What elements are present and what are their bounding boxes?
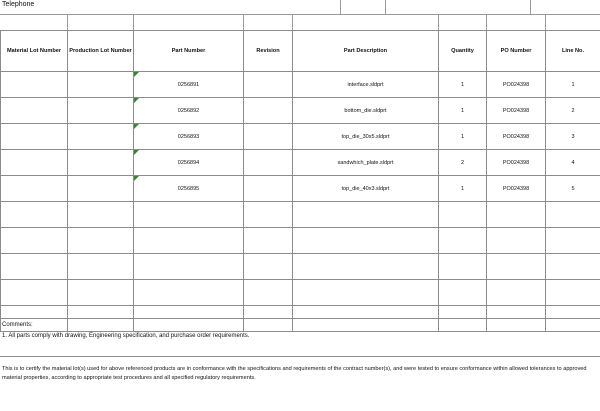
table-row [1,150,600,176]
certification-text: This is to certify the material lot(s) used for above referenced products are in conformance with the specifications and requirements of the contract number(s), and were tested to ensure conformance within allowed tolerances to approved material properties, according to appropriate test procedures and all specified regulatory requirements. [2,365,596,382]
table-cell-empty [293,202,439,228]
table-cell-empty [1,280,68,306]
table-cell-empty [68,280,134,306]
table-cell-line-no: 3 [546,124,600,150]
table-cell-po-number: PO024398 [487,124,546,150]
table-cell-description: top_die_40x3.sldprt [293,176,439,202]
table-cell-part-number: 0256892 [134,98,244,124]
table-row-empty [1,202,600,228]
table-cell-line-no: 1 [546,72,600,98]
table-cell-empty [244,280,293,306]
table-cell-quantity: 1 [439,98,487,124]
table-cell-line-no: 4 [546,150,600,176]
spacer-row [0,15,600,30]
table-cell-empty [293,280,439,306]
table-cell-empty [487,228,546,254]
table-cell-empty [439,280,487,306]
column-header-po-number: PO Number [487,31,546,72]
table-cell-production-lot [68,124,134,150]
table-cell-production-lot [68,150,134,176]
column-header-production-lot: Production Lot Number [68,31,134,72]
table-row [1,124,600,150]
table-row [1,176,600,202]
table-row [1,72,600,98]
table-cell-po-number: PO024398 [487,72,546,98]
table-cell-empty [134,228,244,254]
table-cell-description: bottom_die.sldprt [293,98,439,124]
table-cell-empty [546,202,600,228]
table-cell-empty [439,202,487,228]
header-divider [385,0,386,14]
column-header-material-lot: Material Lot Number [1,31,68,72]
table-cell-empty [1,254,68,280]
table-cell-description: interface.sldprt [293,72,439,98]
table-row [1,98,600,124]
table-cell-po-number: PO024398 [487,176,546,202]
table-cell-quantity: 1 [439,72,487,98]
table-cell-empty [134,280,244,306]
table-cell-description: top_die_30x5.sldprt [293,124,439,150]
telephone-label: Telephone [2,0,34,9]
table-cell-empty [68,254,134,280]
cell-comment-marker-icon [134,176,139,181]
column-header-line-no: Line No. [546,31,600,72]
table-cell-description: sandwhich_plate.sldprt [293,150,439,176]
table-cell-material-lot [1,176,68,202]
table-cell-empty [546,280,600,306]
table-row-empty [1,254,600,280]
table-cell-material-lot [1,150,68,176]
table-cell-empty [439,228,487,254]
parts-table [0,30,600,332]
table-cell-po-number: PO024398 [487,98,546,124]
table-cell-empty [439,254,487,280]
comments-heading: Comments: [2,321,33,329]
table-cell-production-lot [68,72,134,98]
table-cell-production-lot [68,98,134,124]
table-cell-material-lot [1,124,68,150]
table-cell-empty [1,228,68,254]
table-cell-empty [244,228,293,254]
table-cell-quantity: 2 [439,150,487,176]
table-cell-empty [244,202,293,228]
comments-line-1: 1. All parts comply with drawing, Engineering specification, and purchase order requirements. [2,332,249,340]
column-header-revision: Revision [244,31,293,72]
table-cell-part-number: 0256891 [134,72,244,98]
table-cell-line-no: 5 [546,176,600,202]
table-cell-part-number: 0256894 [134,150,244,176]
table-cell-empty [244,254,293,280]
table-cell-revision [244,72,293,98]
table-cell-empty [546,228,600,254]
table-cell-material-lot [1,72,68,98]
table-cell-empty [68,202,134,228]
table-cell-revision [244,176,293,202]
comments-section [0,318,600,357]
cell-comment-marker-icon [134,98,139,103]
table-cell-po-number: PO024398 [487,150,546,176]
table-cell-empty [546,254,600,280]
table-cell-empty [487,280,546,306]
table-cell-revision [244,124,293,150]
table-cell-empty [134,202,244,228]
table-cell-part-number: 0256895 [134,176,244,202]
table-cell-empty [487,254,546,280]
table-cell-empty [487,202,546,228]
column-header-part-number: Part Number [134,31,244,72]
table-cell-empty [68,228,134,254]
cell-comment-marker-icon [134,124,139,129]
table-cell-quantity: 1 [439,124,487,150]
table-header-row [1,31,600,72]
table-cell-line-no: 2 [546,98,600,124]
table-cell-revision [244,98,293,124]
table-cell-revision [244,150,293,176]
table-cell-empty [1,202,68,228]
table-cell-production-lot [68,176,134,202]
telephone-row [0,0,600,14]
table-cell-quantity: 1 [439,176,487,202]
column-header-quantity: Quantity [439,31,487,72]
header-divider [530,0,531,14]
table-row-empty [1,228,600,254]
table-cell-material-lot [1,98,68,124]
table-cell-part-number: 0256893 [134,124,244,150]
table-cell-empty [293,228,439,254]
column-header-part-description: Part Description [293,31,439,72]
table-cell-empty [134,254,244,280]
cell-comment-marker-icon [134,150,139,155]
table-cell-empty [293,254,439,280]
table-row-empty [1,280,600,306]
header-divider [340,0,341,14]
certification-section [0,356,600,411]
cell-comment-marker-icon [134,72,139,77]
